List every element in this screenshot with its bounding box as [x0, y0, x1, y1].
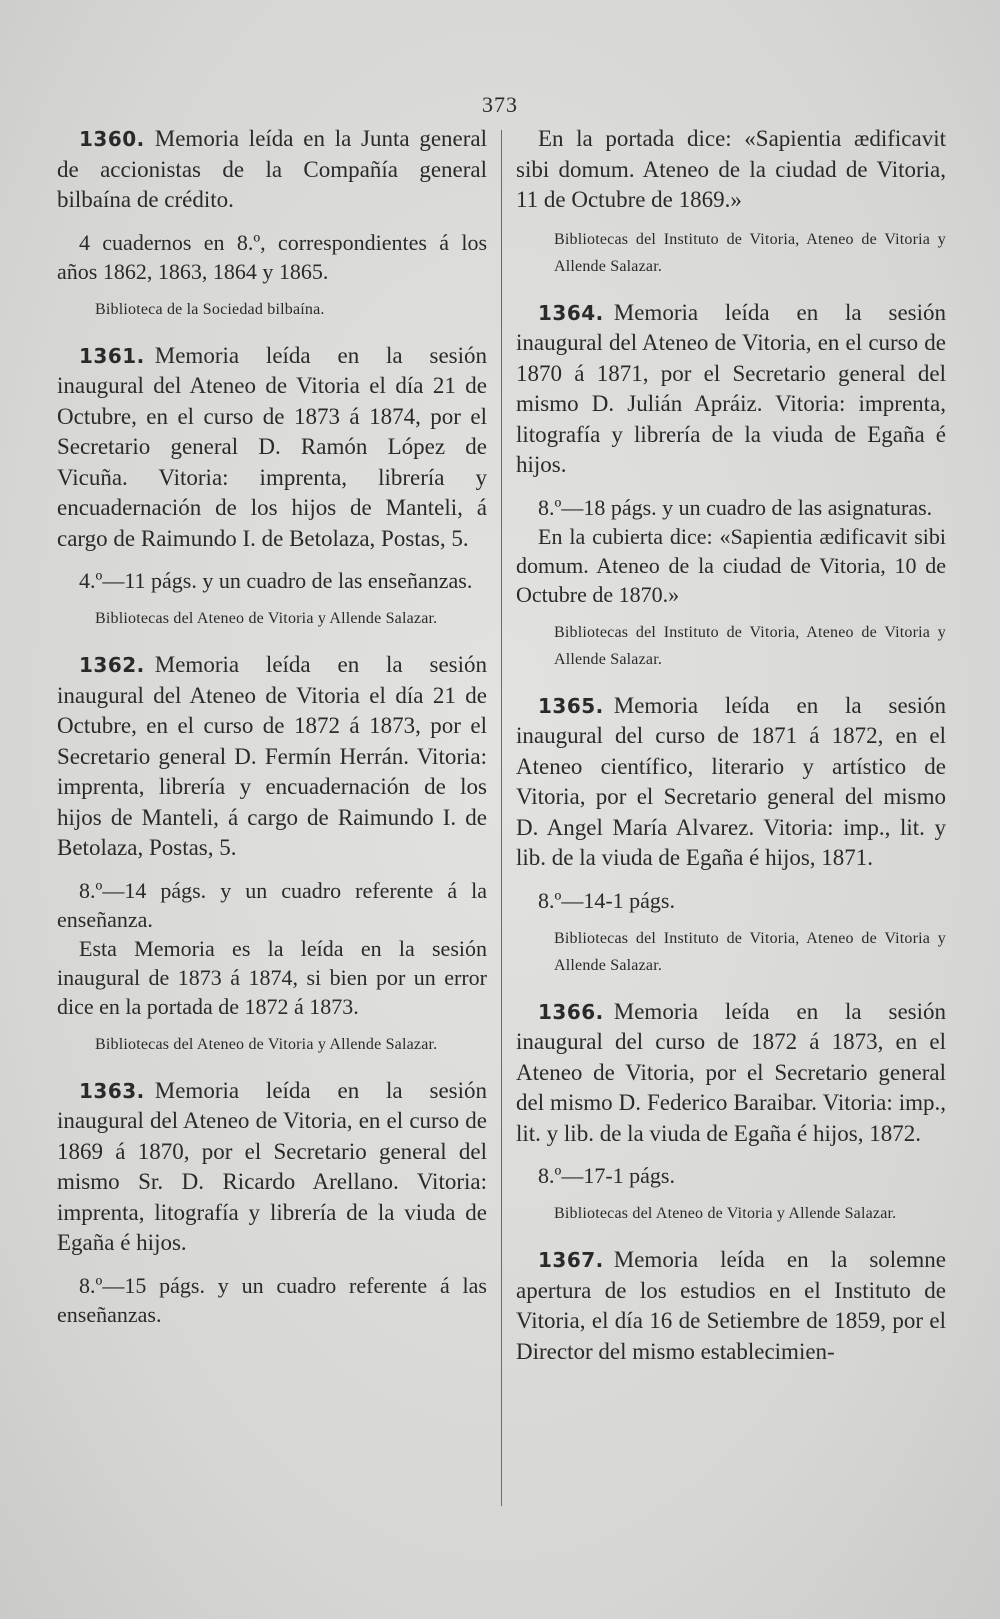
entry-detail: 8.º—14 págs. y un cuadro referente á la enseñanza. [57, 877, 487, 932]
entry-library: Bibliotecas del Ateneo de Vitoria y Allende Salazar. [554, 1205, 897, 1222]
entry-library: Bibliotecas del Ateneo de Vitoria y Allende Salazar. [95, 610, 438, 627]
entry-detail: 4.º—11 págs. y un cuadro de las enseñanzas. [79, 568, 473, 593]
left-column [57, 124, 487, 1347]
entry-text: Memoria leída en la sesión inaugural del Ateneo de Vitoria el día 21 de Octubre, en el curso de 1872 á 1873, por el Secretario general D. Fermín Herrán. Vitoria: imprenta, librería y encuadernación de los hijos de Manteli, á cargo de Raimundo I. de Betolaza, Postas, 5. [57, 652, 487, 860]
column-divider [501, 130, 502, 1506]
entry-text: Memoria leída en la Junta general de accionistas de la Compañía general bilbaína de crédito. [57, 126, 487, 212]
entry-number: 1362. [79, 653, 145, 677]
entry-detail: 8.º—18 págs. y un cuadro de las asignaturas. [538, 494, 933, 520]
entry-library: Bibliotecas del Instituto de Vitoria, Ateneo de Vitoria y Allende Salazar. [554, 230, 946, 275]
entry-1367 [516, 1245, 946, 1367]
entry-text: Memoria leída en la sesión inaugural del curso de 1871 á 1872, en el Ateneo científico, literario y artístico de Vitoria, por el Secretario general del mismo D. Angel María Alvarez. Vitoria: imp., lit. y lib. de la viuda de Egaña é hijos, 1871. [516, 692, 946, 870]
entry-number: 1363. [79, 1078, 145, 1103]
entry-text: Memoria leída en la solemne apertura de los estudios en el Instituto de Vitoria, el día 16 de Setiembre de 1859, por el Director del mismo establecimien- [516, 1247, 946, 1364]
entry-library: Biblioteca de la Sociedad bilbaína. [95, 300, 325, 318]
entry-number: 1360. [79, 127, 145, 151]
entry-1360 [57, 124, 487, 323]
entry-1366 [516, 997, 946, 1228]
entry-1362 [57, 650, 487, 1058]
entry-note: Esta Memoria es la leída en la sesión inaugural de 1873 á 1874, si bien por un error dice en la portada de 1872 á 1873. [57, 935, 487, 1019]
entry-detail: 8.º—15 págs. y un cuadro referente á las enseñanzas. [57, 1272, 487, 1327]
entry-note: En la cubierta dice: «Sapientia ædificavit sibi domum. Ateneo de la ciudad de Vitoria, 10 de Octubre de 1870.» [516, 523, 946, 607]
entry-text: Memoria leída en la sesión inaugural del curso de 1872 á 1873, en el Ateneo de Vitoria, por el Secretario general del mismo D. Federico Baraibar. Vitoria: imp., lit. y lib. de la viuda de Egaña é hijos, 1872. [516, 998, 946, 1146]
continuation-text: En la portada dice: «Sapientia ædificavit sibi domum. Ateneo de la ciudad de Vitoria, 11 de Octubre de 1869.» [516, 126, 946, 212]
entry-text: Memoria leída en la sesión inaugural del Ateneo de Vitoria, en el curso de 1869 á 1870, por el Secretario general del mismo Sr. D. Ricardo Arellano. Vitoria: imprenta, litografía y librería de la viuda de Egaña é hijos. [57, 1077, 487, 1255]
entry-1363-continuation [516, 124, 946, 280]
entry-number: 1364. [538, 300, 604, 325]
entry-number: 1365. [538, 693, 604, 718]
entry-text: Memoria leída en la sesión inaugural del Ateneo de Vitoria el día 21 de Octubre, en el curso de 1873 á 1874, por el Secretario general D. Ramón López de Vicuña. Vitoria: imprenta, librería y encuadernación de los hijos de Manteli, á cargo de Raimundo I. de Betolaza, Postas, 5. [57, 342, 487, 551]
entry-number: 1366. [538, 999, 604, 1024]
right-column [516, 124, 946, 1385]
entry-library: Bibliotecas del Instituto de Vitoria, Ateneo de Vitoria y Allende Salazar. [554, 623, 946, 668]
entry-1361 [57, 341, 487, 633]
entry-number: 1361. [79, 343, 145, 368]
entry-detail: 8.º—14-1 págs. [538, 887, 675, 913]
page-number: 373 [482, 92, 518, 117]
entry-detail: 8.º—17-1 págs. [538, 1163, 675, 1188]
entry-number: 1367. [538, 1248, 604, 1272]
entry-1363 [57, 1076, 487, 1329]
entry-1365 [516, 691, 946, 979]
entry-library: Bibliotecas del Instituto de Vitoria, Ateneo de Vitoria y Allende Salazar. [554, 929, 946, 974]
entry-library: Bibliotecas del Ateneo de Vitoria y Allende Salazar. [95, 1035, 438, 1053]
entry-text: Memoria leída en la sesión inaugural del Ateneo de Vitoria, en el curso de 1870 á 1871, por el Secretario general del mismo D. Julián Apráiz. Vitoria: imprenta, litografía y librería de la viuda de Egaña é hijos. [516, 299, 946, 477]
entry-1364 [516, 298, 946, 673]
entry-detail: 4 cuadernos en 8.º, correspondientes á los años 1862, 1863, 1864 y 1865. [57, 229, 487, 284]
